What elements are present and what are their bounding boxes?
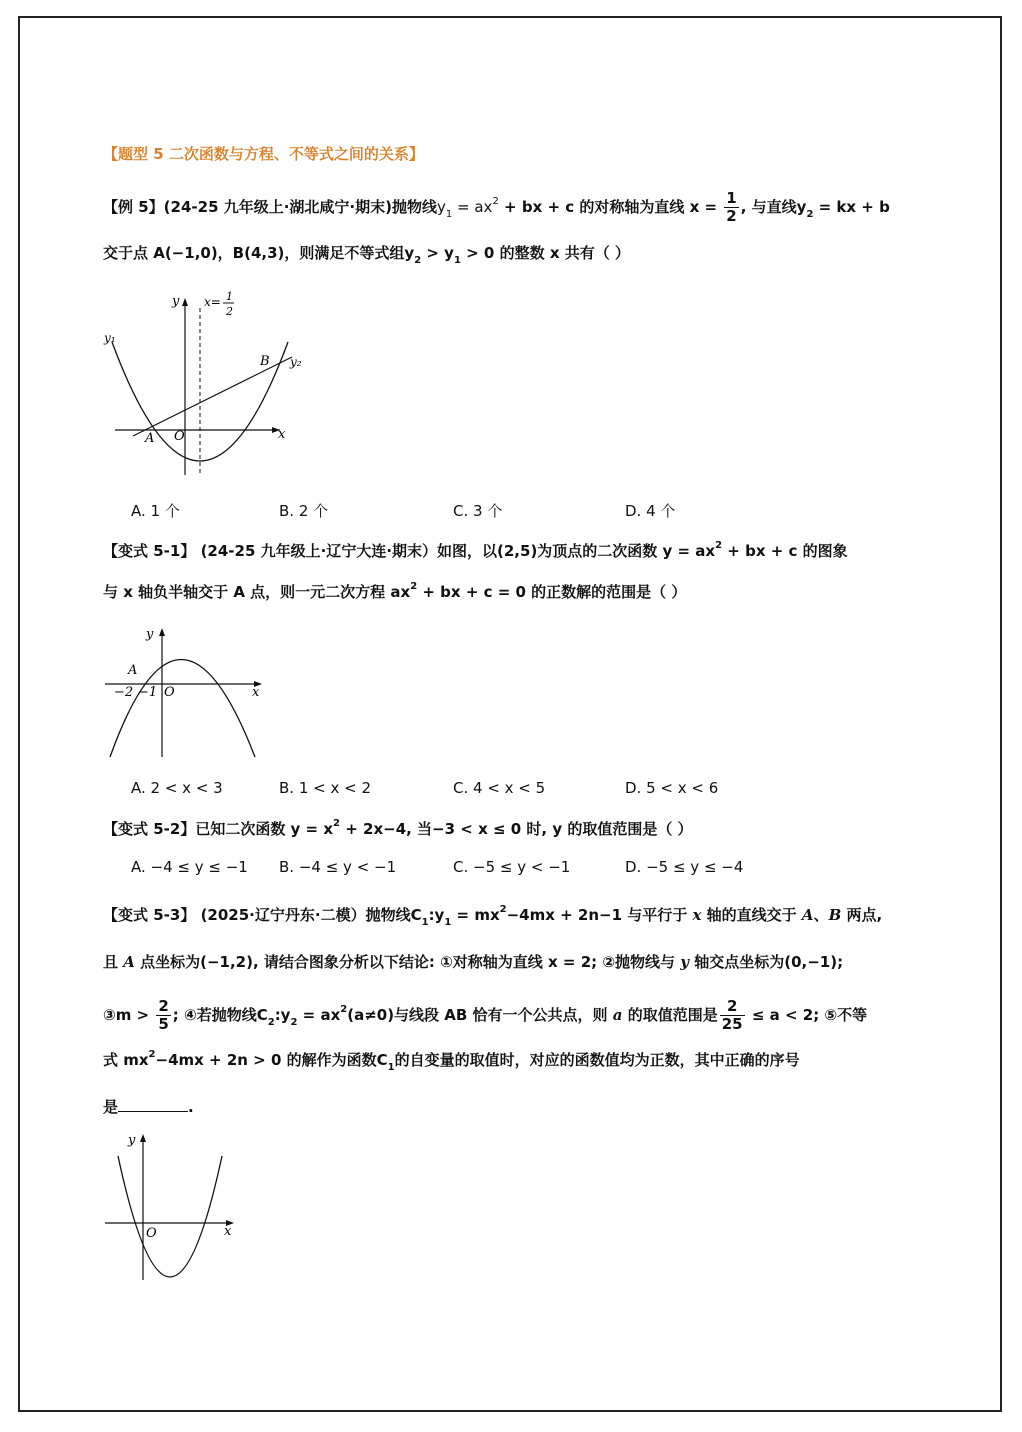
variant-5-3-line3 (103, 998, 867, 1033)
y-arrow (159, 628, 165, 636)
option-a[interactable]: A. −4 ≤ y ≤ −1 (131, 858, 248, 876)
option-d[interactable]: D. −5 ≤ y ≤ −4 (625, 858, 744, 876)
var-y: y (680, 953, 690, 971)
variant-5-1-line2 (103, 582, 686, 602)
section-heading: 【题型 5 二次函数与方程、不等式之间的关系】 (103, 145, 424, 163)
var-a: a (612, 1006, 623, 1024)
example-tag: 【例 5】 (103, 198, 164, 216)
text: ; ④若抛物线C (172, 1006, 268, 1024)
text: = mx (451, 906, 500, 924)
x-label: x (252, 685, 260, 700)
text: 式 mx (103, 1051, 149, 1069)
example-5-line1 (103, 190, 890, 225)
option-c[interactable]: C. −5 ≤ y < −1 (453, 858, 571, 876)
option-b[interactable]: B. 2 个 (279, 502, 329, 520)
text: + bx + c 的图象 (722, 542, 848, 560)
sup: 2 (340, 1004, 348, 1015)
text: 、 (813, 906, 829, 924)
sub: 2 (806, 209, 814, 220)
text: ≤ a < 2; ⑤不等 (746, 1006, 868, 1024)
text: 轴的直线交于 (701, 906, 802, 924)
origin-label: O (146, 1226, 157, 1241)
text: (a≠0)与线段 AB 恰有一个公共点，则 (347, 1006, 613, 1024)
option-a[interactable]: A. 1 个 (131, 502, 180, 520)
text: 抛物线C (365, 906, 422, 924)
text: + bx + c 的对称轴为直线 x = (498, 198, 723, 216)
fraction-2-5 (156, 998, 170, 1033)
math (437, 196, 499, 220)
den: 5 (158, 1015, 169, 1033)
var: y (437, 198, 446, 216)
option-d[interactable]: D. 4 个 (625, 502, 676, 520)
option-c[interactable]: C. 4 < x < 5 (453, 779, 546, 797)
option-d[interactable]: D. 5 < x < 6 (625, 779, 719, 797)
x-label: x (224, 1224, 232, 1239)
sub: 1 (445, 209, 453, 220)
sup: 2 (492, 196, 499, 207)
fraction-2-25 (720, 998, 745, 1033)
text: −4mx + 2n > 0 的解作为函数C (155, 1051, 388, 1069)
num: 1 (726, 189, 737, 207)
y-label: y (128, 1133, 136, 1148)
variant-tag: 【变式 5-3】 (103, 906, 196, 924)
math-text: = ax (452, 198, 493, 216)
text: −4mx + 2n−1 与平行于 (506, 906, 693, 924)
variant-5-3-line4 (103, 1049, 800, 1073)
y-label: y (146, 627, 154, 642)
text: 与 x 轴负半轴交于 A 点，则一元二次方程 ax (103, 583, 411, 601)
symmetry-label: x= (204, 295, 221, 309)
num: 2 (720, 998, 745, 1016)
y1-label: y₁ (104, 331, 116, 345)
x-label: x (278, 427, 286, 442)
num: 2 (158, 997, 169, 1015)
var-x: x (692, 906, 702, 924)
text: ③m > (103, 1006, 155, 1024)
text: :y (274, 1006, 291, 1024)
sup: 2 (410, 581, 418, 592)
var-a: A (123, 953, 135, 971)
point-b-label: B (260, 354, 270, 369)
origin-label: O (164, 685, 175, 700)
variant-tag: 【变式 5-1】 (103, 542, 196, 560)
sup: 2 (499, 904, 507, 915)
variant-5-2-line1 (103, 819, 693, 839)
text: > 0 的整数 x 共有（ ） (460, 244, 630, 262)
variant-tag: 【变式 5-2】 (103, 820, 196, 838)
sup: 2 (715, 540, 723, 551)
y-arrow (182, 298, 188, 306)
sub: 1 (453, 255, 461, 266)
text: 抛物线 (391, 198, 437, 216)
option-a[interactable]: A. 2 < x < 3 (131, 779, 223, 797)
sub: 1 (421, 917, 429, 928)
sub: 2 (290, 1017, 298, 1028)
text: 且 (103, 953, 124, 971)
var-b: B (828, 906, 842, 924)
example-source: (24-25 九年级上·湖北咸宁·期末) (163, 198, 392, 216)
text: 的取值范围是 (622, 1006, 718, 1024)
point-a-label: A (145, 431, 155, 446)
text: 两点, (841, 906, 883, 924)
var-a: A (801, 906, 814, 924)
sup: 2 (333, 818, 340, 829)
text: = kx + b (813, 198, 890, 216)
text: + bx + c = 0 的正数解的范围是（ ） (417, 583, 687, 601)
variant-5-3-line1 (103, 904, 883, 928)
option-b[interactable]: B. 1 < x < 2 (279, 779, 371, 797)
text: 交于点 A(−1,0)，B(4,3)，则满足不等式组y (103, 244, 415, 262)
y-label: y (172, 294, 180, 309)
sub: 2 (414, 255, 422, 266)
text: = ax (297, 1006, 341, 1024)
tick-minus-2: −2 (114, 685, 134, 700)
option-c[interactable]: C. 3 个 (453, 502, 503, 520)
fraction-half (724, 190, 738, 225)
den: 2 (726, 207, 737, 225)
text: + 2x−4, 当−3 < x ≤ 0 时, y 的取值范围是（ ） (340, 820, 693, 838)
variant-5-1-figure (100, 622, 275, 762)
sub: 1 (387, 1062, 395, 1073)
y-arrow (140, 1134, 146, 1142)
source: (2025·辽宁丹东·二模） (200, 906, 366, 924)
symmetry-num: 1 (226, 290, 233, 303)
text: 是 (103, 1098, 119, 1116)
sub: 2 (267, 1017, 275, 1028)
option-b[interactable]: B. −4 ≤ y < −1 (279, 858, 397, 876)
y2-label: y₂ (290, 355, 302, 369)
parabola (118, 1156, 222, 1277)
sub: 1 (444, 917, 452, 928)
example-5-line2 (103, 243, 630, 266)
example-5-figure (100, 290, 320, 480)
text: 点坐标为(−1,2), 请结合图象分析以下结论: ①对称轴为直线 x = 2; ②抛物线与 (134, 953, 681, 971)
variant-5-3-figure (100, 1128, 245, 1283)
text: :y (428, 906, 445, 924)
variant-5-1-line1 (103, 541, 848, 561)
point-a-label: A (128, 663, 138, 678)
den: 25 (721, 1015, 743, 1033)
tick-minus-1: −1 (138, 685, 158, 700)
text: 的自变量的取值时，对应的函数值均为正数，其中正确的序号 (394, 1051, 800, 1069)
origin-label: O (174, 429, 185, 444)
variant-5-3-line5 (103, 1097, 194, 1117)
variant-5-3-line2 (103, 952, 843, 972)
text: > y (421, 244, 454, 262)
text: , 与直线y (740, 198, 807, 216)
sup: 2 (148, 1049, 156, 1060)
text: . (188, 1098, 194, 1116)
answer-blank[interactable] (118, 1097, 188, 1112)
text: 已知二次函数 y = x (195, 820, 334, 838)
text: (24-25 九年级上·辽宁大连·期末）如图，以(2,5)为顶点的二次函数 y = ax (200, 542, 716, 560)
symmetry-den: 2 (226, 305, 233, 318)
text: 轴交点坐标为(0,−1); (689, 953, 844, 971)
